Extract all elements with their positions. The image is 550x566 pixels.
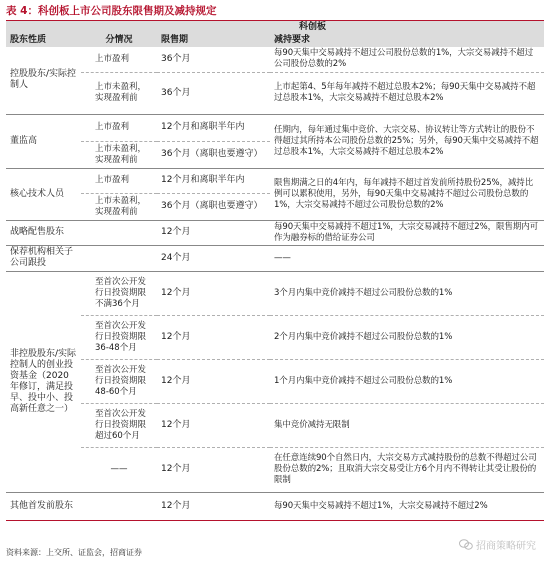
table-row: [6, 168, 544, 193]
period-cell: 24个月: [161, 252, 191, 263]
situation-cell: [81, 220, 157, 245]
requirement-cell: 2个月内集中竞价减持不超过公司股份总数的1%: [274, 331, 453, 342]
header-situation: 分情况: [81, 34, 157, 47]
situation-cell: 上市未盈利，实现盈利前: [95, 82, 147, 103]
period-cell: 36个月: [161, 53, 191, 64]
table-row: [6, 492, 544, 520]
period-cell: 12个月和离职半年内: [161, 175, 245, 185]
period-cell: 36个月: [161, 87, 191, 98]
situation-cell: 上市盈利: [95, 175, 130, 185]
situation-cell: [81, 492, 157, 520]
table-row: [6, 403, 544, 447]
header-period: 限售期: [157, 34, 270, 47]
table-row: [6, 114, 544, 141]
type-cell: 其他首发前股东: [10, 500, 74, 511]
period-cell: 12个月: [161, 287, 191, 298]
table-row: [6, 271, 544, 315]
situation-cell: [81, 245, 157, 271]
situation-cell: 上市未盈利，实现盈利前: [95, 195, 147, 217]
header-row-group: [6, 21, 544, 34]
situation-cell: 至首次公开发行日投资期限不满36个月: [95, 276, 147, 309]
requirement-cell: 集中竞价减持无限制: [274, 419, 350, 430]
watermark-text: 招商策略研究: [476, 541, 536, 552]
requirement-cell: 每90天集中交易减持不超过1%，大宗交易减持不超过2%: [274, 500, 488, 511]
situation-cell: 至首次公开发行日投资期限36-48个月: [95, 320, 147, 353]
type-cell: 非控股股东/实际控制人的创业投资基金（2020年修订，满足投早、投中小、投高新任意之一）: [10, 348, 77, 414]
period-cell: 12个月: [161, 331, 191, 342]
table-row: [6, 315, 544, 359]
table-row: [6, 447, 544, 492]
type-cell: 控股股东/实际控制人: [10, 69, 77, 91]
header-type: 股东性质: [6, 34, 81, 47]
requirement-cell: 限售期满之日的4年内，每年减持不超过首发前所持股份25%，减持比例可以累积使用，另外，每90天集中交易减持不超过公司股份总数的1%，大宗交易减持不超过公司股份总数的2%: [274, 177, 534, 210]
period-cell: 12个月: [161, 375, 191, 386]
period-cell: 12个月: [161, 227, 191, 237]
table-row: [6, 220, 544, 245]
period-cell: 36个月（离职也要遵守）: [161, 201, 263, 211]
type-cell: 保荐机构相关子公司跟投: [10, 247, 74, 268]
requirement-cell: 每90天集中交易减持不超过1%，大宗交易减持不超过2%，限售期内可作为融券标的借给证券公司: [274, 221, 538, 243]
watermark: [459, 537, 536, 552]
situation-cell: 上市未盈利，实现盈利前: [95, 143, 147, 165]
period-cell: 12个月和离职半年内: [161, 122, 245, 132]
table-row: [6, 359, 544, 403]
situation-cell: 上市盈利: [95, 122, 130, 132]
period-cell: 12个月: [161, 500, 191, 511]
situation-cell: 至首次公开发行日投资期限48-60个月: [95, 364, 147, 397]
situation-cell: 上市盈利: [95, 53, 130, 64]
period-cell: 12个月: [161, 464, 191, 474]
requirement-cell: 3个月内集中竞价减持不超过公司股份总数的1%: [274, 287, 453, 298]
source-note: 资料来源：上交所、证监会，招商证券: [6, 548, 142, 557]
header-spacer: [6, 21, 81, 34]
header-row: [6, 34, 544, 47]
situation-cell: 至首次公开发行日投资期限超过60个月: [95, 408, 147, 441]
requirement-cell: 任期内，每年通过集中竞价、大宗交易、协议转让等方式转让的股份不得超过其所持本公司股份总数的25%；另外，每90天集中交易减持不超过总股本1%，大宗交易减持不超过总股本2%: [274, 124, 539, 157]
table-row: [6, 245, 544, 271]
header-group: 科创板: [81, 21, 544, 34]
wechat-icon: [459, 539, 473, 550]
requirement-cell: 每90天集中交易减持不超过公司股份总数的1%，大宗交易减持不超过公司股份总数的2%: [274, 48, 534, 70]
table-row: [6, 47, 544, 72]
table-title: 表 4：科创板上市公司股东限售期及减持规定: [6, 5, 217, 17]
type-cell: 核心技术人员: [10, 188, 65, 199]
period-cell: 12个月: [161, 419, 191, 430]
regulation-table: [6, 21, 544, 521]
table-row: [6, 72, 544, 114]
situation-cell: ——: [110, 464, 128, 474]
header-requirement: 减持要求: [270, 34, 544, 47]
requirement-cell: 上市起第4、5年每年减持不超过总股本2%；每90天集中交易减持不超过总股本1%，大宗交易减持不超过总股本2%: [274, 82, 536, 103]
requirement-cell: ——: [274, 252, 291, 263]
type-cell: 战略配售股东: [10, 227, 65, 237]
period-cell: 36个月（离职也要遵守）: [161, 149, 263, 159]
requirement-cell: 1个月内集中竞价减持不超过公司股份总数的1%: [274, 375, 453, 386]
requirement-cell: 在任意连续90个自然日内，大宗交易方式减持股份的总数不得超过公司股份总数的2%；且取消大宗交易受让方6个月内不得转让其受让股份的限制: [274, 453, 537, 485]
type-cell: 董监高: [10, 135, 38, 146]
